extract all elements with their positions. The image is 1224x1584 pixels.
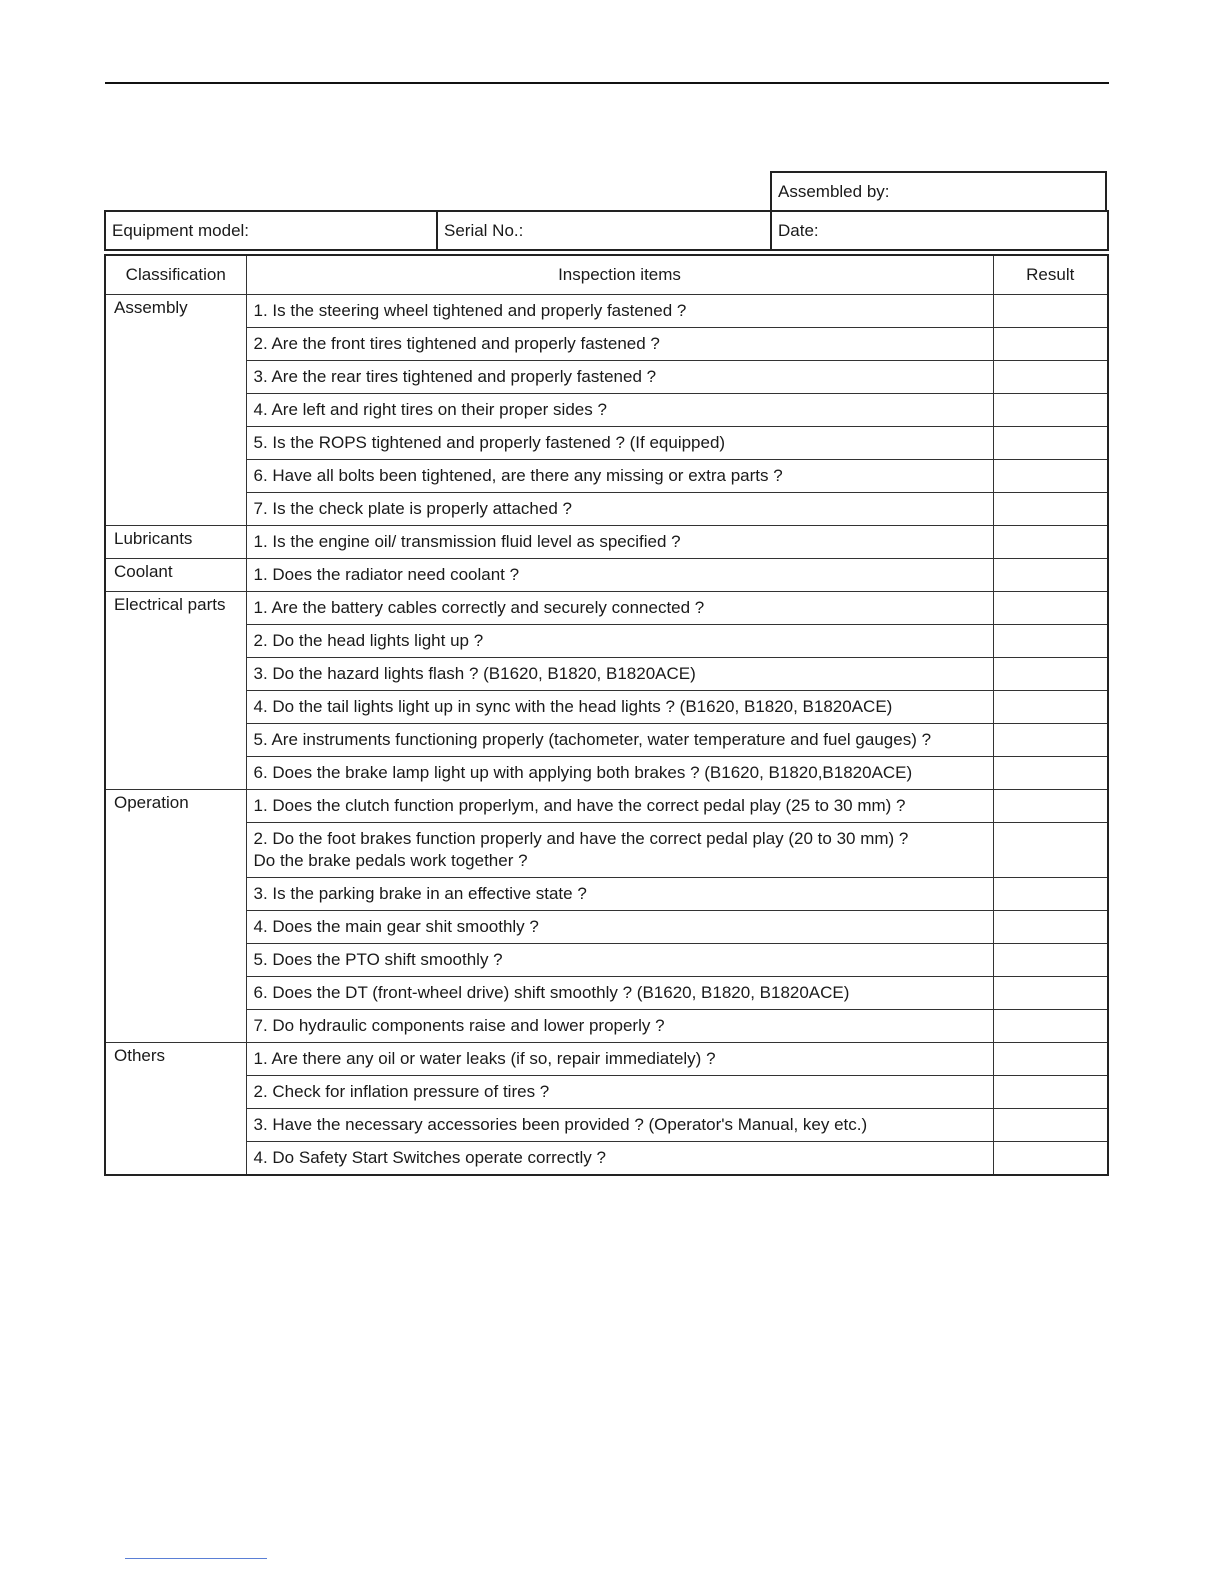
inspection-item: 4. Do the tail lights light up in sync with the head lights ? (B1620, B1820, B1820ACE) (246, 691, 993, 724)
result-cell[interactable] (993, 658, 1108, 691)
table-row (105, 911, 1108, 944)
date-field[interactable]: Date: (771, 211, 1108, 250)
inspection-item: 1. Are there any oil or water leaks (if so, repair immediately) ? (246, 1043, 993, 1076)
table-row (105, 559, 1108, 592)
table-row (105, 1043, 1108, 1076)
table-row (105, 361, 1108, 394)
table-row (105, 790, 1108, 823)
inspection-item: 5. Is the ROPS tightened and properly fastened ? (If equipped) (246, 427, 993, 460)
inspection-item: 1. Is the steering wheel tightened and properly fastened ? (246, 295, 993, 328)
result-cell[interactable] (993, 427, 1108, 460)
inspection-item: 4. Do Safety Start Switches operate correctly ? (246, 1142, 993, 1176)
result-cell[interactable] (993, 911, 1108, 944)
table-row (105, 1076, 1108, 1109)
result-cell[interactable] (993, 1043, 1108, 1076)
result-cell[interactable] (993, 1076, 1108, 1109)
assembled-by-box (770, 171, 1107, 212)
inspection-item: 2. Are the front tires tightened and properly fastened ? (246, 328, 993, 361)
inspection-item: 1. Is the engine oil/ transmission fluid level as specified ? (246, 526, 993, 559)
result-cell[interactable] (993, 944, 1108, 977)
inspection-item: 3. Have the necessary accessories been provided ? (Operator's Manual, key etc.) (246, 1109, 993, 1142)
classification-cell: Electrical parts (105, 592, 246, 790)
inspection-item: 2. Do the foot brakes function properly and have the correct pedal play (20 to 30 mm) ? Do the brake pedals work together ? (246, 823, 993, 878)
table-row (105, 493, 1108, 526)
table-row (105, 1109, 1108, 1142)
table-row (105, 328, 1108, 361)
result-cell[interactable] (993, 460, 1108, 493)
classification-cell: Assembly (105, 295, 246, 526)
result-cell[interactable] (993, 1109, 1108, 1142)
result-cell[interactable] (993, 691, 1108, 724)
inspection-item: 5. Does the PTO shift smoothly ? (246, 944, 993, 977)
table-row (105, 977, 1108, 1010)
inspection-item: 4. Does the main gear shit smoothly ? (246, 911, 993, 944)
result-cell[interactable] (993, 823, 1108, 878)
inspection-item: 4. Are left and right tires on their proper sides ? (246, 394, 993, 427)
result-cell[interactable] (993, 493, 1108, 526)
result-cell[interactable] (993, 724, 1108, 757)
table-row (105, 460, 1108, 493)
assembled-by-field[interactable]: Assembled by: (771, 172, 1106, 211)
equipment-model-field[interactable]: Equipment model: (105, 211, 437, 250)
result-cell[interactable] (993, 1010, 1108, 1043)
result-cell[interactable] (993, 559, 1108, 592)
serial-no-field[interactable]: Serial No.: (437, 211, 771, 250)
table-row (105, 394, 1108, 427)
result-cell[interactable] (993, 361, 1108, 394)
table-row (105, 757, 1108, 790)
inspection-item: 7. Is the check plate is properly attached ? (246, 493, 993, 526)
result-header: Result (993, 255, 1108, 295)
inspection-item: 6. Does the brake lamp light up with applying both brakes ? (B1620, B1820,B1820ACE) (246, 757, 993, 790)
table-row (105, 295, 1108, 328)
inspection-item: 7. Do hydraulic components raise and lower properly ? (246, 1010, 993, 1043)
table-row (105, 878, 1108, 911)
result-cell[interactable] (993, 790, 1108, 823)
table-row (105, 427, 1108, 460)
equipment-info-row (104, 210, 1109, 251)
result-cell[interactable] (993, 757, 1108, 790)
inspection-items-header: Inspection items (246, 255, 993, 295)
inspection-item: 3. Are the rear tires tightened and properly fastened ? (246, 361, 993, 394)
table-header-row (105, 255, 1108, 295)
footer-link-underline (125, 1558, 267, 1559)
inspection-table-body (105, 295, 1108, 1176)
result-cell[interactable] (993, 1142, 1108, 1176)
inspection-item: 1. Does the clutch function properlym, and have the correct pedal play (25 to 30 mm) ? (246, 790, 993, 823)
table-row (105, 526, 1108, 559)
inspection-item: 6. Have all bolts been tightened, are there any missing or extra parts ? (246, 460, 993, 493)
top-rule (105, 82, 1109, 84)
classification-cell: Coolant (105, 559, 246, 592)
inspection-item: 6. Does the DT (front-wheel drive) shift smoothly ? (B1620, B1820, B1820ACE) (246, 977, 993, 1010)
inspection-item: 5. Are instruments functioning properly (tachometer, water temperature and fuel gauges) ? (246, 724, 993, 757)
classification-cell: Others (105, 1043, 246, 1176)
result-cell[interactable] (993, 526, 1108, 559)
table-row (105, 1010, 1108, 1043)
table-row (105, 944, 1108, 977)
result-cell[interactable] (993, 592, 1108, 625)
inspection-item: 1. Are the battery cables correctly and securely connected ? (246, 592, 993, 625)
result-cell[interactable] (993, 328, 1108, 361)
result-cell[interactable] (993, 977, 1108, 1010)
table-row (105, 625, 1108, 658)
result-cell[interactable] (993, 625, 1108, 658)
table-row (105, 1142, 1108, 1176)
inspection-table (104, 254, 1109, 1176)
classification-header: Classification (105, 255, 246, 295)
inspection-item: 2. Do the head lights light up ? (246, 625, 993, 658)
inspection-item: 2. Check for inflation pressure of tires ? (246, 1076, 993, 1109)
inspection-item: 3. Do the hazard lights flash ? (B1620, B1820, B1820ACE) (246, 658, 993, 691)
table-row (105, 658, 1108, 691)
table-row (105, 691, 1108, 724)
result-cell[interactable] (993, 878, 1108, 911)
classification-cell: Lubricants (105, 526, 246, 559)
table-row (105, 724, 1108, 757)
inspection-item: 1. Does the radiator need coolant ? (246, 559, 993, 592)
inspection-item: 3. Is the parking brake in an effective state ? (246, 878, 993, 911)
table-row (105, 823, 1108, 878)
classification-cell: Operation (105, 790, 246, 1043)
result-cell[interactable] (993, 394, 1108, 427)
table-row (105, 592, 1108, 625)
result-cell[interactable] (993, 295, 1108, 328)
